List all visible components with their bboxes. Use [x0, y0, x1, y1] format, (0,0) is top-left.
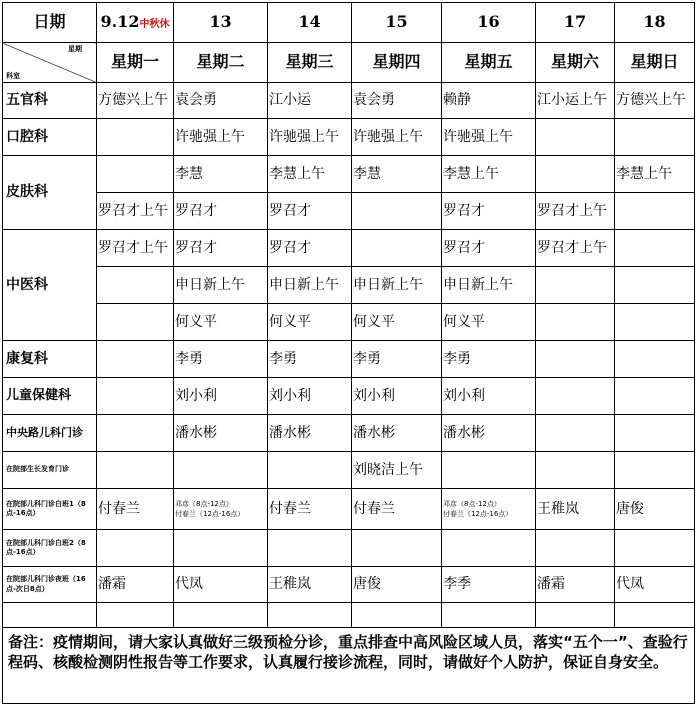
schedule-cell: 何义平	[442, 304, 536, 341]
dept-label: 中医科	[3, 230, 97, 341]
schedule-cell: 罗召才	[268, 193, 352, 230]
schedule-cell	[615, 267, 695, 304]
schedule-cell: 李季	[442, 567, 536, 603]
schedule-cell	[615, 119, 695, 156]
table-row	[3, 119, 695, 156]
schedule-cell: 江小运	[268, 83, 352, 119]
table-row	[3, 452, 695, 489]
schedule-cell	[268, 530, 352, 567]
dept-label: 皮肤科	[3, 156, 97, 230]
schedule-cell: 李慧	[352, 156, 442, 193]
schedule-cell	[97, 304, 174, 341]
schedule-cell	[97, 119, 174, 156]
empty-row	[3, 603, 695, 628]
dept-label: 康复科	[3, 341, 97, 378]
date-value: 9.12	[100, 12, 140, 32]
split-line: 付春兰（12点-16点）	[175, 510, 245, 518]
schedule-cell: 李慧上午	[442, 156, 536, 193]
schedule-cell	[442, 452, 536, 489]
schedule-cell: 唐俊	[615, 489, 695, 530]
schedule-cell: 何义平	[174, 304, 268, 341]
empty-cell	[174, 603, 268, 628]
schedule-cell: 罗召才	[442, 193, 536, 230]
schedule-cell: 李慧	[174, 156, 268, 193]
schedule-cell	[97, 378, 174, 415]
schedule-cell	[536, 267, 615, 304]
schedule-cell: 袁会勇	[174, 83, 268, 119]
schedule-cell	[268, 452, 352, 489]
schedule-cell: 赖静	[442, 83, 536, 119]
dept-label: 中央路儿科门诊	[3, 415, 97, 452]
weekday-cell: 星期二	[174, 43, 268, 83]
schedule-cell: 付春兰	[352, 489, 442, 530]
schedule-cell	[615, 378, 695, 415]
schedule-cell	[352, 230, 442, 267]
weekday-cell: 星期五	[442, 43, 536, 83]
schedule-cell	[615, 304, 695, 341]
schedule-table	[2, 2, 695, 704]
schedule-cell: 何义平	[352, 304, 442, 341]
split-line: 邓彦（8点-12点）	[175, 499, 233, 508]
schedule-cell	[615, 193, 695, 230]
schedule-cell: 刘小利	[442, 378, 536, 415]
schedule-cell-split	[174, 489, 268, 530]
schedule-cell: 潘霜	[536, 567, 615, 603]
schedule-cell: 潘霜	[97, 567, 174, 603]
schedule-cell: 罗召才上午	[97, 193, 174, 230]
table-row	[3, 267, 695, 304]
dept-label: 在院部生长发育门诊	[3, 452, 97, 489]
schedule-cell: 何义平	[268, 304, 352, 341]
festival-label: 中秋休	[139, 19, 170, 31]
schedule-cell: 方德兴上午	[615, 83, 695, 119]
schedule-cell: 罗召才上午	[536, 193, 615, 230]
weekday-cell: 星期六	[536, 43, 615, 83]
schedule-cell	[174, 530, 268, 567]
schedule-cell: 代凤	[615, 567, 695, 603]
split-line: 邓彦（8点-12点）	[443, 499, 501, 508]
empty-cell	[615, 603, 695, 628]
schedule-cell: 潘水彬	[268, 415, 352, 452]
table-row	[3, 304, 695, 341]
table-row	[3, 156, 695, 193]
schedule-cell: 李勇	[268, 341, 352, 378]
table-row	[3, 83, 695, 119]
schedule-cell	[536, 452, 615, 489]
date-row	[3, 3, 695, 43]
table-row	[3, 415, 695, 452]
schedule-cell: 付春兰	[97, 489, 174, 530]
corner-weekday-label: 星期	[68, 45, 82, 53]
schedule-cell	[615, 341, 695, 378]
empty-cell	[536, 603, 615, 628]
schedule-cell	[97, 452, 174, 489]
table-row	[3, 378, 695, 415]
schedule-cell: 李勇	[352, 341, 442, 378]
schedule-cell: 申日新上午	[352, 267, 442, 304]
split-line: 付春兰（12点-16点）	[443, 510, 513, 518]
corner-header	[3, 43, 97, 83]
schedule-cell	[97, 530, 174, 567]
date-cell: 16	[442, 3, 536, 43]
schedule-cell: 许驰强上午	[352, 119, 442, 156]
weekday-cell: 星期日	[615, 43, 695, 83]
schedule-cell: 李慧上午	[615, 156, 695, 193]
dept-label: 口腔科	[3, 119, 97, 156]
weekday-cell: 星期一	[97, 43, 174, 83]
dept-label: 儿童保健科	[3, 378, 97, 415]
schedule-cell: 刘小利	[268, 378, 352, 415]
dept-label: 在院部儿科门诊夜班（16点-次日8点）	[3, 567, 97, 603]
table-row	[3, 193, 695, 230]
weekday-cell: 星期四	[352, 43, 442, 83]
schedule-cell: 许驰强上午	[174, 119, 268, 156]
schedule-cell	[536, 341, 615, 378]
schedule-cell: 江小运上午	[536, 83, 615, 119]
schedule-cell: 唐俊	[352, 567, 442, 603]
schedule-cell: 潘水彬	[442, 415, 536, 452]
schedule-cell	[536, 304, 615, 341]
schedule-cell: 袁会勇	[352, 83, 442, 119]
schedule-cell	[615, 230, 695, 267]
schedule-cell: 潘水彬	[174, 415, 268, 452]
weekday-cell: 星期三	[268, 43, 352, 83]
schedule-cell: 申日新上午	[442, 267, 536, 304]
table-row	[3, 230, 695, 267]
schedule-cell	[536, 530, 615, 567]
dept-label: 在院部儿科门诊白班1（8点-16点）	[3, 489, 97, 530]
schedule-cell	[536, 415, 615, 452]
schedule-cell: 罗召才	[442, 230, 536, 267]
schedule-cell	[174, 452, 268, 489]
schedule-cell: 申日新上午	[268, 267, 352, 304]
schedule-cell: 付春兰	[268, 489, 352, 530]
schedule-cell: 潘水彬	[352, 415, 442, 452]
date-cell	[97, 3, 174, 43]
schedule-cell	[615, 530, 695, 567]
date-label: 日期	[3, 3, 97, 43]
date-cell: 17	[536, 3, 615, 43]
schedule-cell: 申日新上午	[174, 267, 268, 304]
date-cell: 13	[174, 3, 268, 43]
schedule-cell: 刘小利	[352, 378, 442, 415]
schedule-cell	[536, 119, 615, 156]
schedule-cell: 罗召才上午	[536, 230, 615, 267]
schedule-cell	[97, 415, 174, 452]
date-cell: 14	[268, 3, 352, 43]
table-row	[3, 341, 695, 378]
schedule-cell: 王稚岚	[536, 489, 615, 530]
schedule-cell: 李勇	[442, 341, 536, 378]
schedule-cell	[97, 156, 174, 193]
schedule-cell: 代凤	[174, 567, 268, 603]
schedule-cell	[352, 193, 442, 230]
empty-cell	[442, 603, 536, 628]
weekday-row	[3, 43, 695, 83]
empty-cell	[97, 603, 174, 628]
dept-label: 在院部儿科门诊白班2（8点-16点）	[3, 530, 97, 567]
schedule-cell: 王稚岚	[268, 567, 352, 603]
date-cell: 15	[352, 3, 442, 43]
empty-cell	[3, 603, 97, 628]
schedule-cell	[615, 452, 695, 489]
schedule-cell	[97, 341, 174, 378]
schedule-cell	[536, 378, 615, 415]
table-row	[3, 530, 695, 567]
schedule-cell	[97, 267, 174, 304]
schedule-cell: 罗召才	[268, 230, 352, 267]
empty-cell	[352, 603, 442, 628]
schedule-cell: 刘晓洁上午	[352, 452, 442, 489]
schedule-cell: 许驰强上午	[442, 119, 536, 156]
schedule-cell	[442, 530, 536, 567]
date-cell: 18	[615, 3, 695, 43]
schedule-cell-split	[442, 489, 536, 530]
schedule-cell: 许驰强上午	[268, 119, 352, 156]
schedule-cell: 李慧上午	[268, 156, 352, 193]
schedule-cell: 罗召才	[174, 193, 268, 230]
table-row	[3, 489, 695, 530]
schedule-cell: 刘小利	[174, 378, 268, 415]
schedule-cell	[536, 156, 615, 193]
schedule-cell	[615, 415, 695, 452]
note-text: 备注：疫情期间，请大家认真做好三级预检分诊，重点排查中高风险区域人员，落实“五个一”、查验行程码、核酸检测阴性报告等工作要求，认真履行接诊流程，同时，请做好个人防护，保证自身安全。	[3, 628, 695, 704]
note-row	[3, 628, 695, 704]
schedule-cell: 李勇	[174, 341, 268, 378]
schedule-cell: 罗召才上午	[97, 230, 174, 267]
schedule-cell	[352, 530, 442, 567]
empty-cell	[268, 603, 352, 628]
schedule-cell: 方德兴上午	[97, 83, 174, 119]
corner-dept-label: 科室	[6, 71, 20, 80]
dept-label: 五官科	[3, 83, 97, 119]
schedule-cell: 罗召才	[174, 230, 268, 267]
table-row	[3, 567, 695, 603]
